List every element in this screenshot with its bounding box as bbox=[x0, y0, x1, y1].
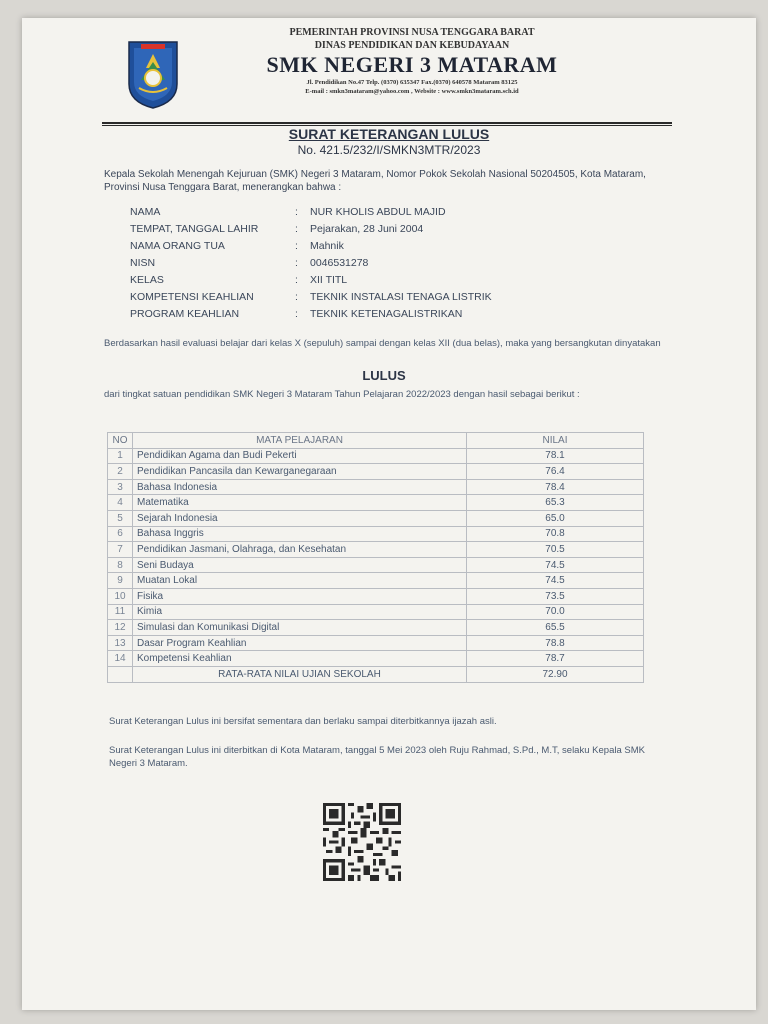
student-identity bbox=[130, 206, 492, 325]
identity-row bbox=[130, 223, 492, 240]
identity-label: TEMPAT, TANGGAL LAHIR bbox=[130, 223, 259, 235]
grade-row bbox=[108, 588, 644, 604]
evaluation-paragraph: Berdasarkan hasil evaluasi belajar dari kelas X (sepuluh) sampai dengan kelas XII (dua belas), maka yang bersangkutan dinyatakan bbox=[104, 338, 661, 349]
grade-score: 78.8 bbox=[467, 635, 644, 651]
header-score: NILAI bbox=[467, 433, 644, 449]
identity-separator: : bbox=[295, 223, 298, 235]
grade-no: 1 bbox=[108, 448, 133, 464]
letterhead-school-name: SMK NEGERI 3 MATARAM bbox=[266, 52, 558, 77]
header-subject: MATA PELAJARAN bbox=[133, 433, 467, 449]
graduation-status bbox=[22, 368, 756, 383]
grade-subject: Sejarah Indonesia bbox=[133, 510, 467, 526]
letterhead-department: DINAS PENDIDIKAN DAN KEBUDAYAAN bbox=[314, 40, 510, 51]
document-number: No. 421.5/232/I/SMKN3MTR/2023 bbox=[297, 143, 481, 157]
level-paragraph: dari tingkat satuan pendidikan SMK Negeri 3 Mataram Tahun Pelajaran 2022/2023 dengan hasil sebagai berikut : bbox=[104, 389, 580, 400]
grade-no: 7 bbox=[108, 542, 133, 558]
grade-score: 73.5 bbox=[467, 588, 644, 604]
grade-row bbox=[108, 526, 644, 542]
grade-score: 74.5 bbox=[467, 557, 644, 573]
grade-no: 6 bbox=[108, 526, 133, 542]
header-no: NO bbox=[108, 433, 133, 449]
provincial-emblem-icon bbox=[127, 40, 179, 110]
grade-score: 78.7 bbox=[467, 651, 644, 667]
identity-label: NISN bbox=[130, 257, 156, 269]
grade-subject: Matematika bbox=[133, 495, 467, 511]
identity-separator: : bbox=[295, 291, 298, 303]
identity-label: PROGRAM KEAHLIAN bbox=[130, 308, 240, 320]
grade-subject: Kompetensi Keahlian bbox=[133, 651, 467, 667]
grade-row bbox=[108, 573, 644, 589]
grade-no: 14 bbox=[108, 651, 133, 667]
average-label: RATA-RATA NILAI UJIAN SEKOLAH bbox=[133, 666, 467, 682]
identity-value: NUR KHOLIS ABDUL MAJID bbox=[310, 206, 446, 218]
grade-row bbox=[108, 464, 644, 480]
letterhead-address: Jl. Pendidikan No.47 Telp. (0370) 635347 Fax.(0370) 640578 Mataram 83125 bbox=[306, 79, 518, 86]
qr-code-icon bbox=[322, 803, 402, 881]
grade-no: 2 bbox=[108, 464, 133, 480]
grade-score: 70.5 bbox=[467, 542, 644, 558]
identity-label: NAMA ORANG TUA bbox=[130, 240, 225, 252]
letterhead bbox=[222, 26, 602, 96]
identity-separator: : bbox=[295, 308, 298, 320]
grade-score: 65.0 bbox=[467, 510, 644, 526]
identity-separator: : bbox=[295, 257, 298, 269]
identity-value: XII TITL bbox=[310, 274, 348, 286]
grade-score: 65.3 bbox=[467, 495, 644, 511]
grade-subject: Simulasi dan Komunikasi Digital bbox=[133, 620, 467, 636]
average-empty-cell bbox=[108, 666, 133, 682]
document-heading bbox=[22, 126, 756, 157]
grade-subject: Pendidikan Jasmani, Olahraga, dan Kesehatan bbox=[133, 542, 467, 558]
graduation-status-text: LULUS bbox=[362, 368, 406, 383]
identity-row bbox=[130, 308, 492, 325]
grade-no: 9 bbox=[108, 573, 133, 589]
identity-row bbox=[130, 291, 492, 308]
average-value: 72.90 bbox=[467, 666, 644, 682]
average-row bbox=[108, 666, 644, 682]
grade-row bbox=[108, 651, 644, 667]
grade-score: 78.1 bbox=[467, 448, 644, 464]
intro-paragraph: Kepala Sekolah Menengah Kejuruan (SMK) Negeri 3 Mataram, Nomor Pokok Sekolah Nasional 50204505, Kota Mataram, Provinsi Nusa Tenggara Barat, menerangkan bahwa : bbox=[104, 169, 646, 193]
grade-row bbox=[108, 495, 644, 511]
letterhead-rule-thick bbox=[102, 122, 672, 124]
grade-score: 70.0 bbox=[467, 604, 644, 620]
grade-no: 5 bbox=[108, 510, 133, 526]
letterhead-government: PEMERINTAH PROVINSI NUSA TENGGARA BARAT bbox=[289, 27, 535, 38]
grade-row bbox=[108, 635, 644, 651]
grade-no: 13 bbox=[108, 635, 133, 651]
identity-label: KELAS bbox=[130, 274, 164, 286]
temporary-note: Surat Keterangan Lulus ini bersifat sementara dan berlaku sampai diterbitkannya ijazah asli. bbox=[109, 716, 497, 727]
grade-subject: Bahasa Indonesia bbox=[133, 479, 467, 495]
grade-row bbox=[108, 510, 644, 526]
identity-separator: : bbox=[295, 274, 298, 286]
grade-score: 70.8 bbox=[467, 526, 644, 542]
grades-table bbox=[107, 432, 644, 683]
identity-separator: : bbox=[295, 240, 298, 252]
identity-label: NAMA bbox=[130, 206, 161, 218]
identity-label: KOMPETENSI KEAHLIAN bbox=[130, 291, 254, 303]
grade-subject: Kimia bbox=[133, 604, 467, 620]
grade-subject: Pendidikan Agama dan Budi Pekerti bbox=[133, 448, 467, 464]
identity-row bbox=[130, 206, 492, 223]
grade-row bbox=[108, 557, 644, 573]
grade-score: 65.5 bbox=[467, 620, 644, 636]
grade-row bbox=[108, 448, 644, 464]
grade-row bbox=[108, 604, 644, 620]
identity-separator: : bbox=[295, 206, 298, 218]
grade-no: 3 bbox=[108, 479, 133, 495]
grade-subject: Seni Budaya bbox=[133, 557, 467, 573]
grade-no: 8 bbox=[108, 557, 133, 573]
issued-note: Surat Keterangan Lulus ini diterbitkan di Kota Mataram, tanggal 5 Mei 2023 oleh Ruju Rahmad, S.Pd., M.T, selaku Kepala SMK Negeri 3 Mataram. bbox=[109, 745, 645, 769]
identity-row bbox=[130, 257, 492, 274]
identity-row bbox=[130, 274, 492, 291]
grade-subject: Bahasa Inggris bbox=[133, 526, 467, 542]
grade-subject: Fisika bbox=[133, 588, 467, 604]
identity-value: 0046531278 bbox=[310, 257, 369, 269]
grade-score: 76.4 bbox=[467, 464, 644, 480]
identity-value: Pejarakan, 28 Juni 2004 bbox=[310, 223, 424, 235]
grades-header-row bbox=[108, 433, 644, 449]
identity-value: TEKNIK INSTALASI TENAGA LISTRIK bbox=[310, 291, 492, 303]
grade-row bbox=[108, 542, 644, 558]
grade-no: 12 bbox=[108, 620, 133, 636]
document-title: SURAT KETERANGAN LULUS bbox=[288, 126, 490, 142]
grade-score: 78.4 bbox=[467, 479, 644, 495]
identity-value: Mahnik bbox=[310, 240, 344, 252]
grade-subject: Muatan Lokal bbox=[133, 573, 467, 589]
identity-row bbox=[130, 240, 492, 257]
grade-row bbox=[108, 479, 644, 495]
grade-subject: Dasar Program Keahlian bbox=[133, 635, 467, 651]
grade-score: 74.5 bbox=[467, 573, 644, 589]
grade-no: 11 bbox=[108, 604, 133, 620]
grade-no: 10 bbox=[108, 588, 133, 604]
certificate-paper bbox=[22, 18, 756, 1010]
grade-subject: Pendidikan Pancasila dan Kewarganegaraan bbox=[133, 464, 467, 480]
grade-no: 4 bbox=[108, 495, 133, 511]
letterhead-contact: E-mail : smkn3mataram@yahoo.com , Website : www.smkn3mataram.sch.id bbox=[305, 88, 519, 95]
identity-value: TEKNIK KETENAGALISTRIKAN bbox=[310, 308, 463, 320]
grade-row bbox=[108, 620, 644, 636]
